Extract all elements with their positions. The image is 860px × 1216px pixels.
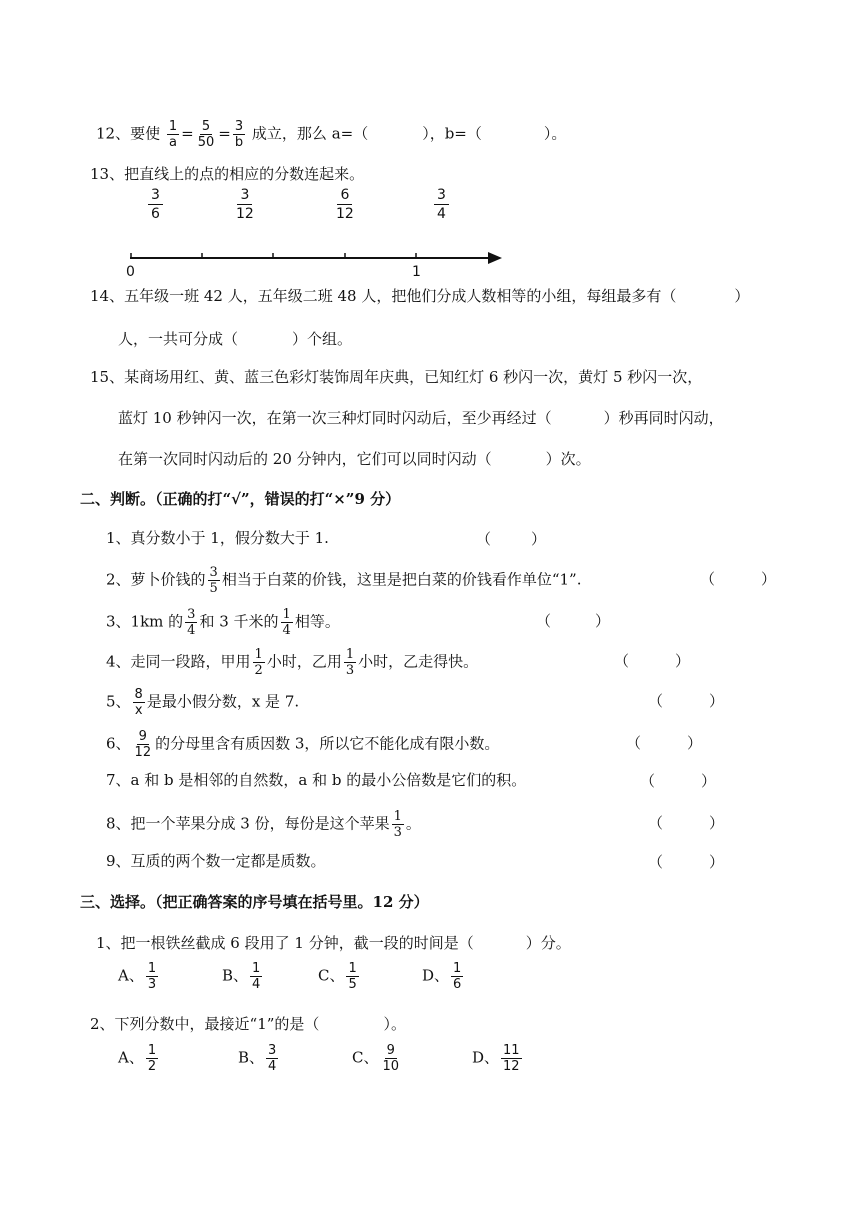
judge-item-9: 9、互质的两个数一定都是质数。	[106, 852, 326, 870]
question-15-line-1: 15、某商场用红、黄、蓝三色彩灯装饰周年庆典，已知红灯 6 秒闪一次，黄灯 5 秒闪一次，	[90, 368, 703, 386]
option-b[interactable]: B、 $\frac{3}{4}$	[238, 1043, 277, 1074]
judge-answer-8[interactable]: （ ）	[648, 814, 725, 832]
choice-question-1: 1、把一根铁丝截成 6 段用了 1 分钟，截一段的时间是（ ）分。	[96, 934, 571, 952]
judge-item-8: 8、把一个苹果分成 3 份，每份是这个苹果 $\frac{1}{3}$ 。	[106, 809, 421, 840]
question-12	[96, 120, 566, 149]
q12-fraction-2: $\frac{5}{50}$	[197, 119, 215, 150]
label-one: 1	[412, 264, 421, 280]
question-14-line-2	[118, 329, 352, 349]
q12-fraction-3: $\frac{3}{b}$	[234, 119, 244, 150]
equals-sign: =	[218, 124, 231, 143]
equals-sign: =	[181, 124, 194, 143]
q14-text-2a: 人，一共可分成（	[118, 330, 239, 348]
option-a[interactable]: A、 $\frac{1}{2}$	[118, 1043, 157, 1074]
section-2-title: 二、判断。（正确的打“√”，错误的打“×”9 分）	[80, 490, 401, 508]
option-b[interactable]: B、 $\frac{1}{4}$	[222, 961, 261, 992]
q15-text-3b: ）次。	[545, 450, 591, 468]
q14-text-1: 14、五年级一班 42 人，五年级二班 48 人，把他们分成人数相等的小组，每组最多有（	[90, 287, 677, 305]
nl-fraction-1[interactable]: $\frac{3}{6}$	[148, 188, 163, 221]
fraction: $\frac{9}{12}$	[134, 729, 152, 760]
question-14-line-1	[90, 286, 749, 306]
judge-item-5: 5、 $\frac{8}{x}$ 是最小假分数，x 是 7.	[106, 687, 300, 718]
q12-prefix: 12、要使	[96, 124, 161, 143]
judge-item-2: 2、萝卜价钱的 $\frac{3}{5}$ 相当于白菜的价钱，这里是把白菜的价钱看作单位“1”.	[106, 565, 582, 596]
q12-fraction-1: $\frac{1}{a}$	[168, 119, 178, 150]
q12-text: 成立，那么 a=（	[251, 124, 369, 143]
judge-answer-4[interactable]: （ ）	[614, 652, 691, 670]
judge-item-7: 7、a 和 b 是相邻的自然数，a 和 b 的最小公倍数是它们的积。	[106, 771, 527, 789]
judge-item-4: 4、走同一段路，甲用 $\frac{1}{2}$ 小时，乙用 $\frac{1}{3}$ 小时，乙走得快。	[106, 647, 479, 678]
fraction: $\frac{1}{4}$	[282, 607, 291, 638]
option-a[interactable]: A、 $\frac{1}{3}$	[118, 961, 157, 992]
nl-fraction-2[interactable]: $\frac{3}{12}$	[236, 187, 254, 222]
judge-answer-6[interactable]: （ ）	[626, 734, 703, 752]
question-15-line-2	[118, 408, 724, 428]
q15-text-2b: ）秒再同时闪动，	[603, 409, 724, 427]
paren-close: ）	[734, 287, 750, 305]
section-3-title: 三、选择。（把正确答案的序号填在括号里。12 分）	[80, 893, 429, 911]
fraction: $\frac{1}{3}$	[393, 809, 402, 840]
q14-text-2b: ）个组。	[292, 330, 353, 348]
choice-question-2: 2、下列分数中，最接近“1”的是（ ）。	[90, 1015, 406, 1033]
nl-fraction-4[interactable]: $\frac{3}{4}$	[434, 188, 449, 221]
fraction: $\frac{3}{5}$	[209, 565, 218, 596]
q12-mid: ），b=（	[422, 124, 482, 143]
fraction: $\frac{3}{4}$	[187, 607, 196, 638]
judge-answer-9[interactable]: （ ）	[648, 853, 725, 871]
judge-item-6: 6、 $\frac{9}{12}$ 的分母里含有质因数 3，所以它不能化成有限小数。	[106, 729, 500, 760]
option-d[interactable]: D、 $\frac{11}{12}$	[472, 1043, 520, 1074]
fraction: $\frac{1}{3}$	[345, 647, 355, 678]
q15-text-3a: 在第一次同时闪动后的 20 分钟内，它们可以同时闪动（	[118, 450, 492, 468]
number-line-arrow-icon	[488, 252, 502, 264]
option-c[interactable]: C、 $\frac{1}{5}$	[318, 961, 357, 992]
nl-fraction-3[interactable]: $\frac{6}{12}$	[336, 187, 354, 222]
judge-item-3: 3、1km 的 $\frac{3}{4}$ 和 3 千米的 $\frac{1}{4}$ 相等。	[106, 607, 340, 638]
label-zero: 0	[126, 264, 135, 280]
fraction: $\frac{8}{x}$	[134, 687, 143, 718]
judge-answer-1[interactable]: （ ）	[476, 530, 547, 548]
judge-answer-5[interactable]: （ ）	[648, 692, 725, 710]
question-13: 13、把直线上的点的相应的分数连起来。	[90, 165, 365, 183]
fraction: $\frac{1}{2}$	[254, 647, 263, 678]
option-d[interactable]: D、 $\frac{1}{6}$	[422, 961, 462, 992]
judge-answer-7[interactable]: （ ）	[640, 772, 717, 790]
option-c[interactable]: C、 $\frac{9}{10}$	[352, 1043, 400, 1074]
q15-text-2a: 蓝灯 10 秒钟闪一次，在第一次三种灯同时闪动后，至少再经过（	[118, 409, 552, 427]
q12-end: ）。	[543, 124, 567, 143]
judge-answer-2[interactable]: （ ）	[700, 570, 777, 588]
question-15-line-3	[118, 449, 591, 469]
judge-item-1: 1、真分数小于 1，假分数大于 1.	[106, 529, 329, 547]
judge-answer-3[interactable]: （ ）	[536, 612, 611, 630]
